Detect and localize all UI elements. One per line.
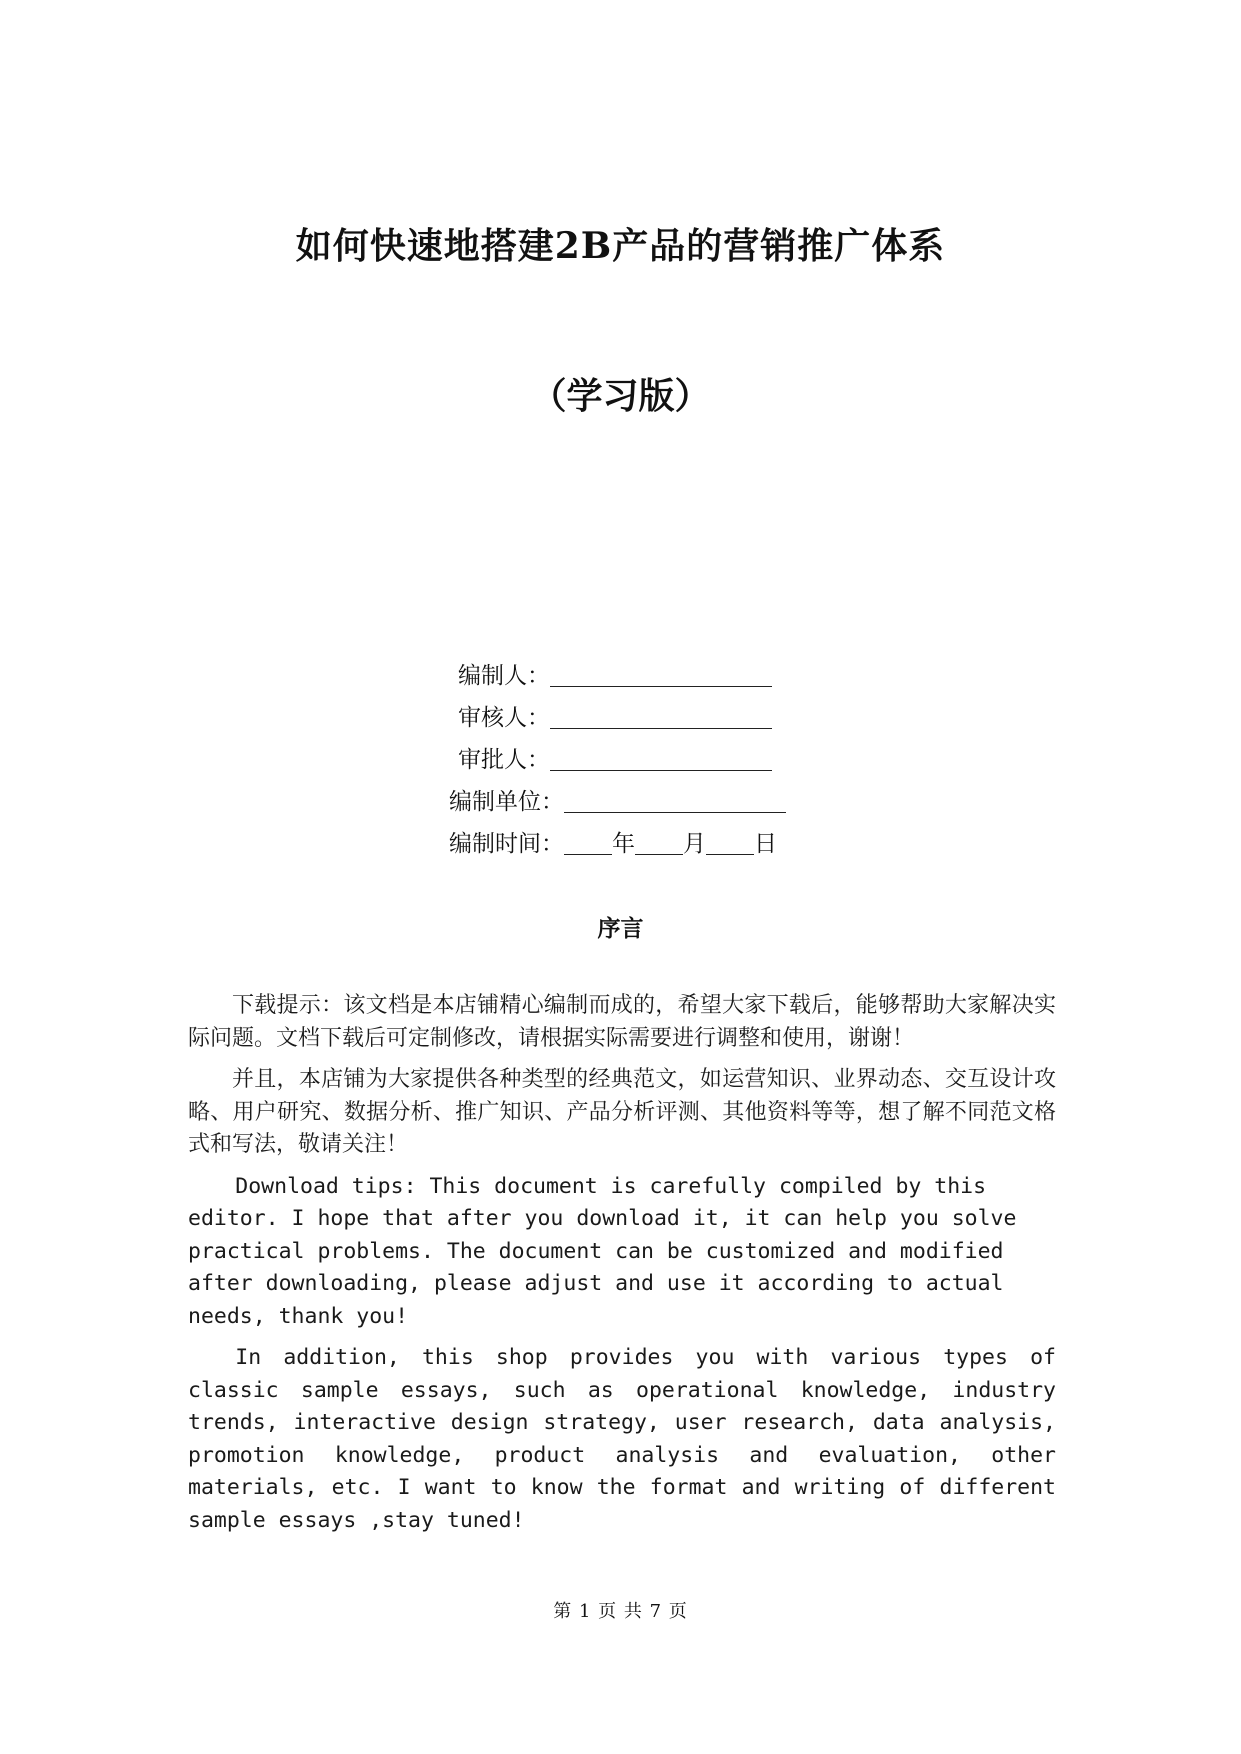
reviewer-label: 审核人： (458, 705, 550, 731)
month-label: 月 (683, 831, 706, 857)
sign-row-unit (430, 781, 830, 823)
sign-row-approver (430, 739, 830, 781)
sign-row-reviewer (430, 697, 830, 739)
compiler-label: 编制人： (458, 663, 550, 689)
sign-row-date (430, 823, 830, 865)
paragraph-shop-info-en: In addition, this shop provides you with various types of classic sample essays, such as operational knowledge, industry trends, interactive design strategy, user research, data analysis, promotion knowledge, product analysis and evaluation, other materials, etc. I want to know the format and writing of different sample essays ,stay tuned! (188, 1345, 1056, 1533)
year-label: 年 (612, 831, 635, 857)
day-label: 日 (754, 831, 777, 857)
preface-body (188, 990, 1056, 1546)
month-blank[interactable] (635, 828, 683, 855)
approver-label: 审批人： (458, 747, 550, 773)
approver-blank[interactable] (550, 744, 772, 771)
document-title: 如何快速地搭建2B产品的营销推广体系 (295, 225, 946, 267)
paragraph-download-tip-cn: 下载提示：该文档是本店铺精心编制而成的，希望大家下载后，能够帮助大家解决实际问题。文档下载后可定制修改，请根据实际需要进行调整和使用，谢谢！ (188, 993, 1056, 1051)
day-blank[interactable] (706, 828, 754, 855)
unit-label: 编制单位： (449, 789, 564, 815)
date-label: 编制时间： (449, 831, 564, 857)
year-blank[interactable] (564, 828, 612, 855)
document-subtitle: （学习版） (530, 375, 711, 417)
paragraph-download-tip-en: Download tips: This document is carefully compiled by this editor. I hope that after you download it, it can help you solve practical problems. The document can be customized and modified after downloading, please adjust and use it according to actual needs, thank you! (188, 1173, 1017, 1329)
paragraph-shop-info-cn: 并且，本店铺为大家提供各种类型的经典范文，如运营知识、业界动态、交互设计攻略、用户研究、数据分析、推广知识、产品分析评测、其他资料等等，想了解不同范文格式和写法，敬请关注！ (188, 1067, 1056, 1157)
signature-block (430, 655, 830, 865)
reviewer-blank[interactable] (550, 702, 772, 729)
preface-heading: 序言 (597, 915, 644, 942)
compiler-blank[interactable] (550, 660, 772, 687)
sign-row-compiler (430, 655, 830, 697)
page-footer: 第 1 页 共 7 页 (553, 1601, 688, 1622)
unit-blank[interactable] (564, 786, 786, 813)
